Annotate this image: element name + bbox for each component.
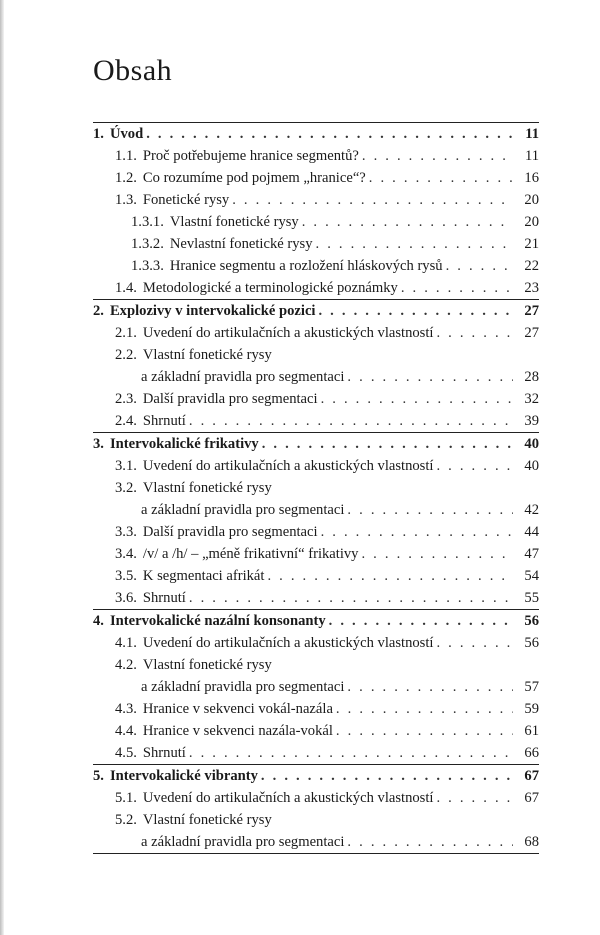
leader-dots: [321, 521, 513, 543]
page-edge: [0, 0, 4, 935]
toc-section-entry[interactable]: [93, 344, 539, 366]
section-title-continuation: a základní pravidla pro segmentaci: [141, 834, 345, 850]
section-title: Hranice v sekvenci nazála-vokál: [142, 723, 333, 739]
toc-section-entry[interactable]: [93, 565, 539, 587]
section-title: Vlastní fonetické rysy: [169, 214, 299, 230]
chapter-number: 3.: [93, 436, 104, 452]
chapter-block: [93, 299, 539, 432]
section-number: 3.3.: [115, 524, 137, 540]
page-title: Obsah: [93, 54, 173, 87]
section-number: 2.1.: [115, 325, 137, 341]
section-title: Shrnutí: [142, 745, 186, 761]
toc-section-entry[interactable]: [93, 189, 539, 211]
section-title: Vlastní fonetické rysy: [142, 657, 272, 673]
page-number: 27: [524, 325, 539, 341]
leader-dots: [336, 720, 513, 742]
section-number: 1.2.: [115, 170, 137, 186]
page-number: 20: [524, 214, 539, 230]
section-title: Nevlastní fonetické rysy: [169, 236, 313, 252]
toc-section-entry[interactable]: [93, 587, 539, 609]
toc-section-continuation[interactable]: [93, 366, 539, 388]
section-number: 2.2.: [115, 347, 137, 363]
section-title: Vlastní fonetické rysy: [142, 347, 272, 363]
chapter-block: [93, 609, 539, 764]
page-number: 67: [524, 768, 539, 784]
chapter-block: [93, 122, 539, 299]
leader-dots: [446, 255, 513, 277]
page-number: 56: [524, 613, 539, 629]
section-title: Uvedení do artikulačních a akustických vlastností: [142, 790, 434, 806]
section-title-continuation: a základní pravidla pro segmentaci: [141, 502, 345, 518]
section-title: Hranice segmentu a rozložení hláskových rysů: [169, 258, 443, 274]
leader-dots: [321, 388, 513, 410]
leader-dots: [318, 300, 513, 322]
page-number: 67: [524, 790, 539, 806]
page-number: 57: [524, 679, 539, 695]
leader-dots: [316, 233, 514, 255]
page-number: 11: [525, 126, 539, 142]
section-number: 1.3.1.: [131, 214, 164, 230]
toc-chapter-entry[interactable]: [93, 433, 539, 455]
chapter-title: Intervokalické frikativy: [109, 436, 259, 452]
leader-dots: [347, 499, 513, 521]
table-of-contents: [93, 122, 539, 853]
section-title: Vlastní fonetické rysy: [142, 812, 272, 828]
page-number: 20: [524, 192, 539, 208]
section-title: Uvedení do artikulačních a akustických vlastností: [142, 458, 434, 474]
leader-dots: [436, 787, 513, 809]
leader-dots: [189, 410, 513, 432]
leader-dots: [361, 543, 513, 565]
toc-section-entry[interactable]: [93, 410, 539, 432]
chapter-number: 1.: [93, 126, 104, 142]
toc-section-entry[interactable]: [93, 388, 539, 410]
page-number: 28: [524, 369, 539, 385]
chapter-number: 2.: [93, 303, 104, 319]
toc-section-entry[interactable]: [93, 543, 539, 565]
chapter-block: [93, 764, 539, 853]
section-number: 2.3.: [115, 391, 137, 407]
section-number: 4.2.: [115, 657, 137, 673]
leader-dots: [329, 610, 513, 632]
toc-section-entry[interactable]: [93, 145, 539, 167]
section-title: Co rozumíme pod pojmem „hranice“?: [142, 170, 366, 186]
section-number: 1.3.3.: [131, 258, 164, 274]
section-number: 5.1.: [115, 790, 137, 806]
page-number: 21: [524, 236, 539, 252]
page-number: 66: [524, 745, 539, 761]
toc-section-entry[interactable]: [93, 255, 539, 277]
section-title-continuation: a základní pravidla pro segmentaci: [141, 679, 345, 695]
leader-dots: [267, 565, 513, 587]
page-number: 27: [524, 303, 539, 319]
page-number: 56: [524, 635, 539, 651]
section-title: Vlastní fonetické rysy: [142, 480, 272, 496]
toc-section-entry[interactable]: [93, 455, 539, 477]
page-number: 68: [524, 834, 539, 850]
leader-dots: [189, 587, 513, 609]
page-number: 39: [524, 413, 539, 429]
leader-dots: [436, 632, 513, 654]
section-number: 2.4.: [115, 413, 137, 429]
chapter-title: Explozivy v intervokalické pozici: [109, 303, 316, 319]
page-number: 44: [524, 524, 539, 540]
section-number: 1.3.2.: [131, 236, 164, 252]
section-number: 4.3.: [115, 701, 137, 717]
leader-dots: [232, 189, 513, 211]
toc-section-entry[interactable]: [93, 654, 539, 676]
leader-dots: [436, 455, 513, 477]
page-number: 16: [524, 170, 539, 186]
toc-section-continuation[interactable]: [93, 676, 539, 698]
toc-chapter-entry[interactable]: [93, 765, 539, 787]
toc-section-entry[interactable]: [93, 632, 539, 654]
section-number: 3.4.: [115, 546, 137, 562]
toc-section-entry[interactable]: [93, 787, 539, 809]
section-number: 3.6.: [115, 590, 137, 606]
chapter-block: [93, 432, 539, 609]
section-number: 3.5.: [115, 568, 137, 584]
leader-dots: [362, 145, 513, 167]
section-number: 4.1.: [115, 635, 137, 651]
page-number: 55: [524, 590, 539, 606]
toc-section-entry[interactable]: [93, 720, 539, 742]
section-title: Uvedení do artikulačních a akustických vlastností: [142, 325, 434, 341]
section-number: 3.1.: [115, 458, 137, 474]
page-number: 59: [524, 701, 539, 717]
leader-dots: [146, 123, 513, 145]
leader-dots: [369, 167, 513, 189]
leader-dots: [336, 698, 513, 720]
chapter-title: Intervokalické nazální konsonanty: [109, 613, 326, 629]
toc-section-entry[interactable]: [93, 742, 539, 764]
section-number: 4.4.: [115, 723, 137, 739]
section-number: 1.1.: [115, 148, 137, 164]
page-number: 11: [524, 148, 539, 164]
chapter-number: 4.: [93, 613, 104, 629]
toc-section-entry[interactable]: [93, 167, 539, 189]
section-number: 3.2.: [115, 480, 137, 496]
page-number: 42: [524, 502, 539, 518]
chapter-title: Intervokalické vibranty: [109, 768, 258, 784]
section-title: Fonetické rysy: [142, 192, 230, 208]
section-title: Uvedení do artikulačních a akustických vlastností: [142, 635, 434, 651]
toc-section-entry[interactable]: [93, 277, 539, 299]
leader-dots: [262, 433, 513, 455]
section-title: /v/ a /h/ – „méně frikativní“ frikativy: [142, 546, 359, 562]
section-title: Další pravidla pro segmentaci: [142, 391, 318, 407]
page-number: 54: [524, 568, 539, 584]
section-title: Další pravidla pro segmentaci: [142, 524, 318, 540]
section-title: Metodologické a terminologické poznámky: [142, 280, 398, 296]
page-number: 40: [524, 458, 539, 474]
page-number: 40: [524, 436, 539, 452]
leader-dots: [401, 277, 513, 299]
section-number: 4.5.: [115, 745, 137, 761]
section-title: Shrnutí: [142, 413, 186, 429]
toc-chapter-entry[interactable]: [93, 123, 539, 145]
section-title-continuation: a základní pravidla pro segmentaci: [141, 369, 345, 385]
leader-dots: [261, 765, 513, 787]
leader-dots: [189, 742, 513, 764]
section-number: 1.4.: [115, 280, 137, 296]
toc-chapter-entry[interactable]: [93, 300, 539, 322]
toc-section-continuation[interactable]: [93, 831, 539, 853]
toc-section-entry[interactable]: [93, 477, 539, 499]
section-title: Hranice v sekvenci vokál-nazála: [142, 701, 333, 717]
toc-section-entry[interactable]: [93, 809, 539, 831]
page-number: 47: [524, 546, 539, 562]
chapter-title: Úvod: [109, 126, 144, 142]
section-title: Proč potřebujeme hranice segmentů?: [142, 148, 359, 164]
toc-section-entry[interactable]: [93, 322, 539, 344]
leader-dots: [436, 322, 513, 344]
section-title: K segmentaci afrikát: [142, 568, 265, 584]
toc-section-entry[interactable]: [93, 211, 539, 233]
toc-section-entry[interactable]: [93, 233, 539, 255]
toc-section-entry[interactable]: [93, 698, 539, 720]
page-number: 61: [524, 723, 539, 739]
page-number: 32: [524, 391, 539, 407]
leader-dots: [302, 211, 513, 233]
section-title: Shrnutí: [142, 590, 186, 606]
section-number: 1.3.: [115, 192, 137, 208]
toc-section-continuation[interactable]: [93, 499, 539, 521]
leader-dots: [347, 831, 513, 853]
leader-dots: [347, 366, 513, 388]
page-number: 22: [524, 258, 539, 274]
toc-chapter-entry[interactable]: [93, 610, 539, 632]
toc-section-entry[interactable]: [93, 521, 539, 543]
bottom-rule: [93, 853, 539, 854]
section-number: 5.2.: [115, 812, 137, 828]
leader-dots: [347, 676, 513, 698]
page-number: 23: [524, 280, 539, 296]
chapter-number: 5.: [93, 768, 104, 784]
